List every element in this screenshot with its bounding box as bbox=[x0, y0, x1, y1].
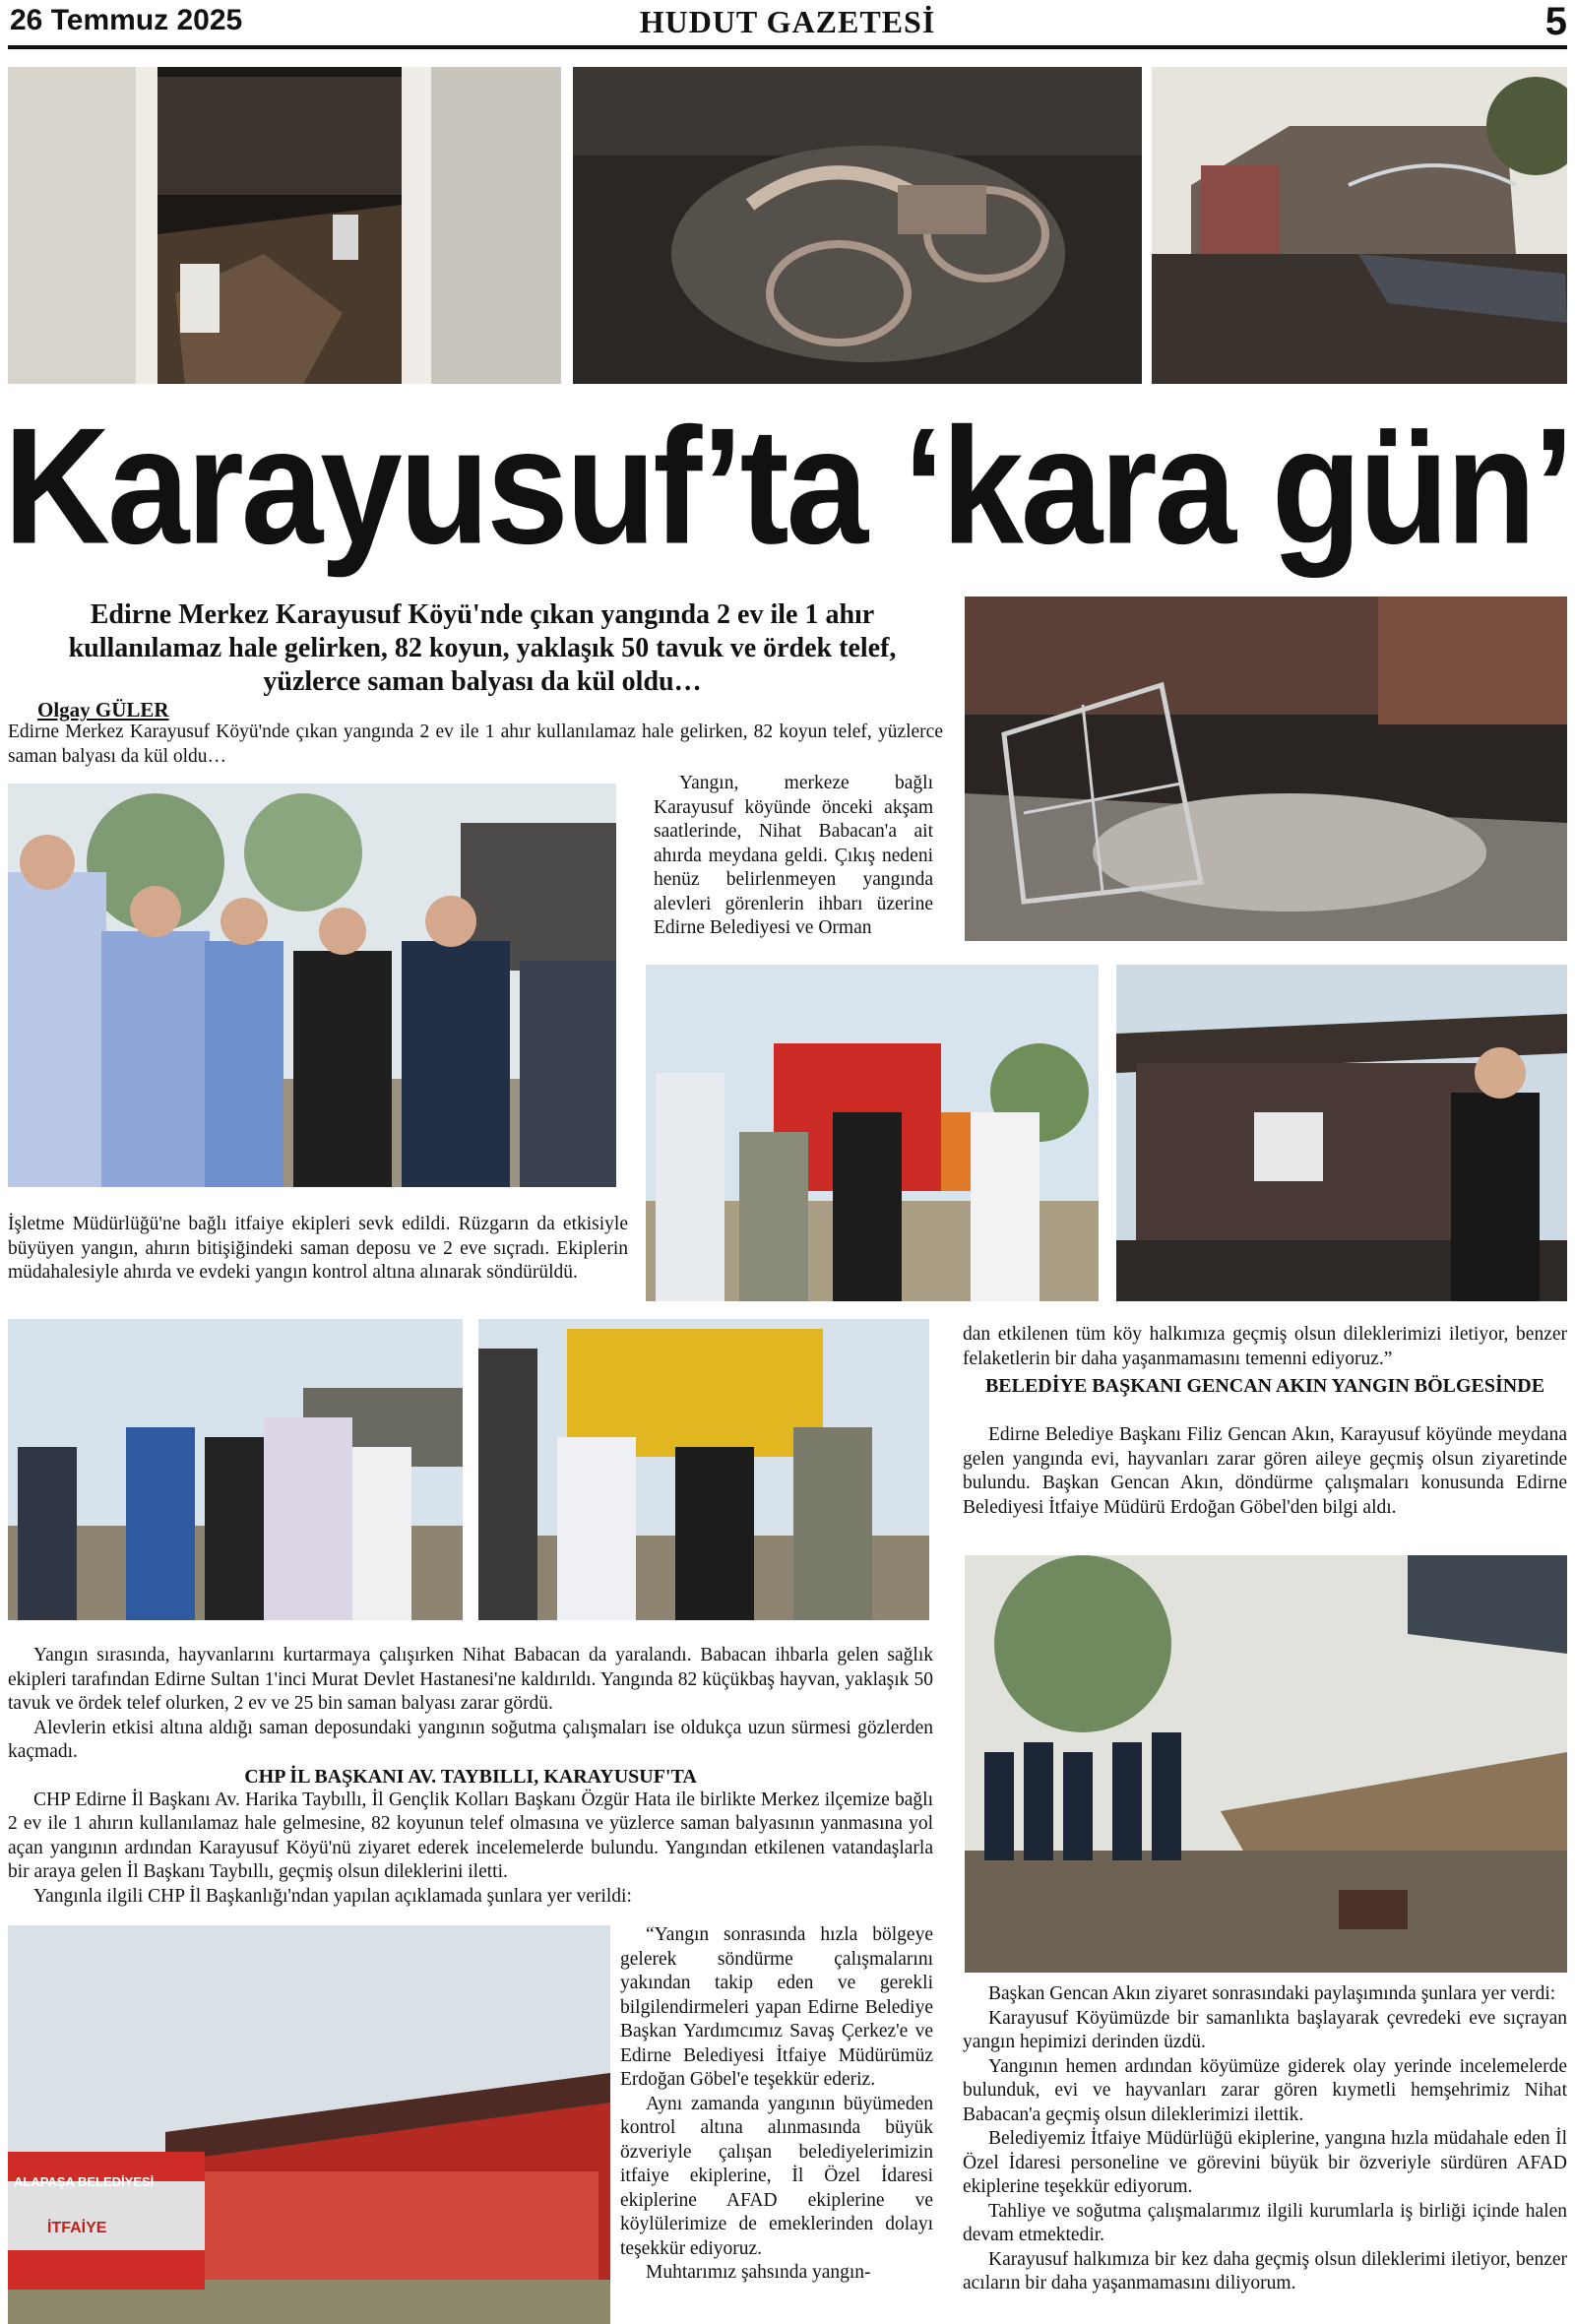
quote-paragraph-1: “Yangın sonrasında hızla bölgeye gelerek söndürme çalışmalarını yakından takip eden ve gerekli bilgilendirmeleri yapan Edirne Belediye Başkan Yardımcımız Savaş Çerkez'e ve Edirne Belediyesi İtfaiye Müdürümüz Erdoğan Göbel'e teşekkür ederiz. bbox=[620, 1924, 933, 2090]
header-rule bbox=[8, 45, 1567, 49]
deck: Edirne Merkez Karayusuf Köyü'nde çıkan yangında 2 ev ile 1 ahır kullanılamaz hale gelirken, 82 koyun, yaklaşık 50 tavuk ve ördek telef, yüzlerce saman balyası da kül oldu… bbox=[68, 599, 897, 697]
mid-paragraph-2: Alevlerin etkisi altına aldığı saman deposundaki yangının soğutma çalışmaları ise oldukça uzun sürmesi gözlerden kaçmadı. bbox=[8, 1717, 933, 1762]
text-column-b bbox=[8, 1213, 628, 1286]
text-column-c bbox=[963, 1323, 1567, 1371]
right-paragraph-3: Yangının hemen ardından köyümüze giderek olay yerinde incelemelerde bulunduk, evi ve hayvanları zarar gören kıymetli hemşehrimiz Nihat Babacan'a geçmiş olsun dileklerimizi ilettik. bbox=[963, 2055, 1567, 2125]
right-paragraph-4: Belediyemiz İtfaiye Müdürlüğü ekiplerine, yangına hızla müdahale eden İl Özel İdaresi personeline ve görevini büyük bir özveriyle sürdüren AFAD ekiplerine teşekkür ediyorum. bbox=[963, 2128, 1567, 2197]
summary-text: Edirne Merkez Karayusuf Köyü'nde çıkan yangında 2 ev ile 1 ahır kullanılamaz hale gelirken, 82 koyun telef, yüzlerce saman balyası da kül oldu… bbox=[8, 722, 943, 767]
text-col-d: Edirne Belediye Başkanı Filiz Gencan Akın, Karayusuf köyünde meydana gelen yangında evi, hayvanları zarar gören aileye geçmiş olsun ziyaretinde bulundu. Başkan Gencan Akın, döndürme çalışmaları konusunda Edirne Belediyesi İtfaiye Müdürü Erdoğan Göbel'den bilgi aldı. bbox=[963, 1424, 1567, 1518]
issue-date: 26 Temmuz 2025 bbox=[10, 4, 243, 36]
mid-paragraph-3: CHP Edirne İl Başkanı Av. Harika Taybıllı, İl Gençlik Kolları Başkanı Özgür Hata ile birlikte Merkez ilçemize bağlı 2 ev ile 1 ahırın kullanılamaz hale gelmesine, 82 koyunun telef olmasına ve yüzlerce saman balyasının yanmasına yol açan yangının ardından Karayusuf Köyü'nü ziyaret ederek incelemelerde bulundu. Yangından etkilenen vatandaşlarla bir araya gelen İl Başkanı Taybıllı, geçmiş olsun dileklerini iletti. bbox=[8, 1789, 933, 1882]
right-paragraph-5: Tahliye ve soğutma çalışmalarımız ilgili kurumlarla iş birliği içinde halen devam etmektedir. bbox=[963, 2200, 1567, 2245]
newspaper-name: HUDUT GAZETESİ bbox=[639, 4, 936, 39]
photo-burnt-motorcycle bbox=[573, 67, 1142, 384]
photo-burnt-house-inspection bbox=[1116, 965, 1567, 1301]
photo-firefighters-hay bbox=[965, 1555, 1567, 1973]
text-col-b: İşletme Müdürlüğü'ne bağlı itfaiye ekipleri sevk edildi. Rüzgarın da etkisiyle büyüyen yangın, ahırın bitişiğindeki saman deposu ve 2 eve sıçradı. Ekiplerin müdahalesiyle ahırda ve evdeki yangın kontrol altına alınarak söndürüldü. bbox=[8, 1214, 628, 1283]
quote-paragraph-2: Aynı zamanda yangının büyümeden kontrol altına alınmasında büyük özveriyle çalışan belediyelerimizin itfaiye ekiplerine, İl Özel İdaresi ekiplerine AFAD ekiplerine ve köylülerimize de emeklerinden dolayı teşekkür ediyoruz. bbox=[620, 2093, 933, 2259]
photo-handshake bbox=[8, 1319, 463, 1620]
text-right-bottom bbox=[963, 1982, 1567, 2296]
right-paragraph-6: Karayusuf halkımıza bir kez daha geçmiş olsun dileklerimi iletiyor, benzer acıların bir daha yaşanmamasını diliyorum. bbox=[963, 2248, 1567, 2293]
subhead-belediye: BELEDİYE BAŞKANI GENCAN AKIN YANGIN BÖLGESİNDE bbox=[984, 1375, 1545, 1397]
truck-label-1: ALAPAŞA BELEDİYESİ bbox=[14, 2174, 155, 2189]
photo-burnt-barn-interior bbox=[965, 597, 1567, 941]
photo-burnt-interior bbox=[8, 67, 561, 384]
byline: Olgay GÜLER bbox=[37, 698, 169, 722]
text-mid-block bbox=[8, 1644, 933, 1909]
right-paragraph-2: Karayusuf Köyümüzde bir samanlıkta başlayarak çevredeki eve sıçrayan yangın hepimizi derinden üzdü. bbox=[963, 2007, 1567, 2052]
photo-officials-group bbox=[8, 784, 616, 1187]
summary-paragraph bbox=[8, 721, 943, 769]
mid-paragraph-4: Yangınla ilgili CHP İl Başkanlığı'ndan yapılan açıklamada şunlara yer verildi: bbox=[33, 1885, 632, 1907]
subhead-chp: CHP İL BAŞKANI AV. TAYBILLI, KARAYUSUF'TA bbox=[244, 1765, 697, 1788]
right-paragraph-1: Başkan Gencan Akın ziyaret sonrasındaki paylaşımında şunlara yer verdi: bbox=[988, 1983, 1556, 2004]
mid-paragraph-1: Yangın sırasında, hayvanlarını kurtarmaya çalışırken Nihat Babacan da yaralandı. Babacan ihbarla gelen sağlık ekipleri tarafından Edirne Sultan 1'inci Murat Devlet Hastanesi'ne kaldırıldı. Yangında 82 küçükbaş hayvan, yaklaşık 50 tavuk ve ördek telef olurken, 2 ev ve 25 bin saman balyası zarar gördü. bbox=[8, 1645, 933, 1714]
photo-burning-barn bbox=[8, 1925, 610, 2324]
photo-excavator-group bbox=[478, 1319, 929, 1620]
text-column-a bbox=[654, 772, 933, 941]
text-col-a: Yangın, merkeze bağlı Karayusuf köyünde önceki akşam saatlerinde, Nihat Babacan'a ait ahırda meydana geldi. Çıkış nedeni henüz belirlenmeyen yangında alevleri görenlerin ihbarı üzerine Edirne Belediyesi ve Orman bbox=[654, 773, 933, 938]
headline: Karayusuf’ta ‘kara gün’ bbox=[3, 393, 1572, 579]
photo-fire-truck-visit bbox=[646, 965, 1099, 1301]
text-quote-column bbox=[620, 1923, 933, 2286]
text-col-c: dan etkilenen tüm köy halkımıza geçmiş olsun dileklerimizi iletiyor, benzer felaketlerin bir daha yaşanmamasını temenni ediyoruz.” bbox=[963, 1324, 1567, 1369]
page-number: 5 bbox=[1544, 0, 1567, 43]
quote-paragraph-3: Muhtarımız şahsında yangın- bbox=[646, 2262, 871, 2283]
truck-label-2: İTFAİYE bbox=[47, 2220, 107, 2236]
text-column-d bbox=[963, 1423, 1567, 1520]
photo-barn-hosing bbox=[1152, 67, 1567, 384]
